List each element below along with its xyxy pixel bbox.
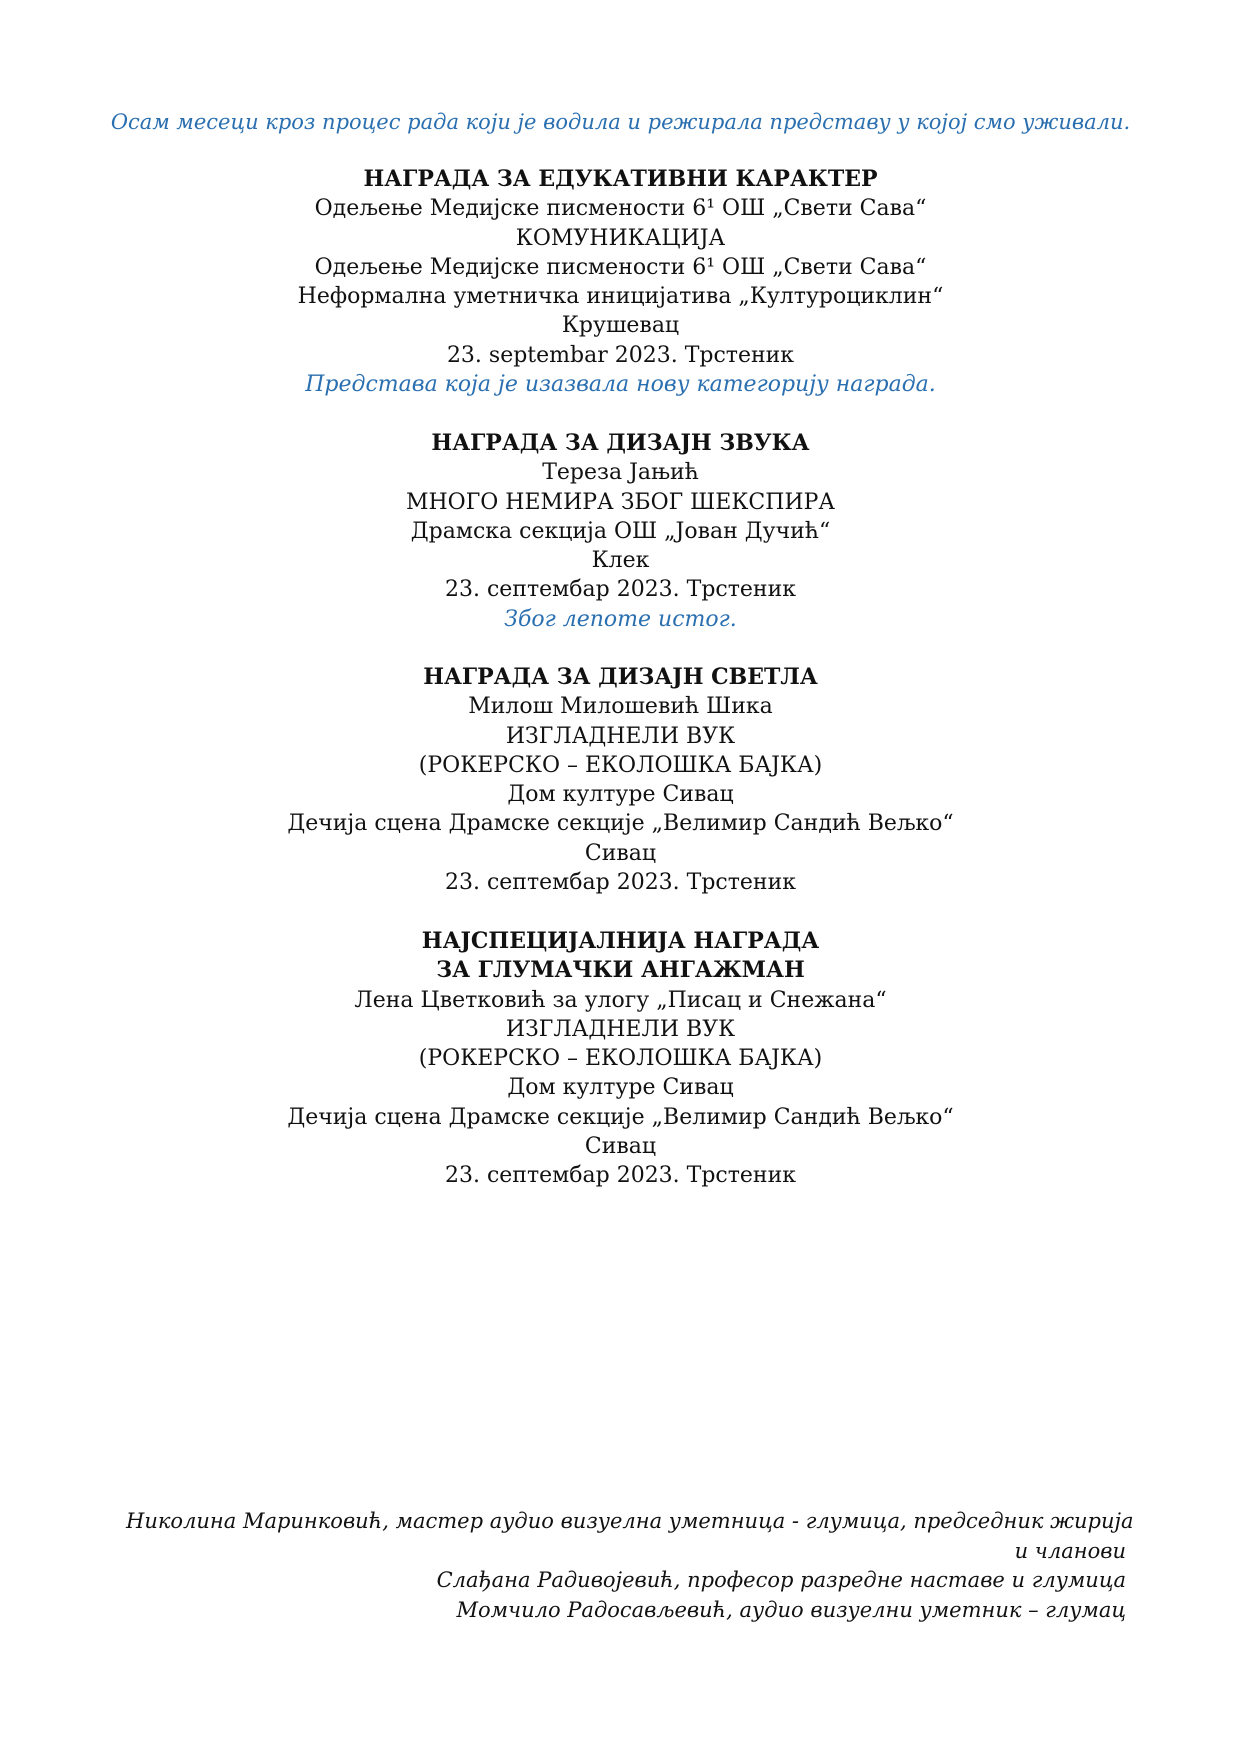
award-title: НАЈСПЕЦИЈАЛНИЈА НАГРАДА xyxy=(421,928,820,954)
award-ensemble: Дом културе Сивац xyxy=(507,1075,734,1101)
award-recipient: Тереза Јањић xyxy=(542,460,699,486)
award-ensemble: Драмска секција ОШ „Јован Дучић“ xyxy=(410,518,831,544)
award-organization: Дечија сцена Драмске секције „Велимир Сандић Вељко“ xyxy=(287,1104,954,1130)
award-comment: Због лепоте истог. xyxy=(504,606,737,632)
award-play-subtitle: (РОКЕРСКО – ЕКОЛОШКА БАЈКА) xyxy=(418,752,823,778)
award-ensemble: Дом културе Сивац xyxy=(507,782,734,808)
award-date-place: 23. septembar 2023. Трстеник xyxy=(446,342,795,368)
award-organization: Неформална уметничка иницијатива „Културоциклин“ xyxy=(297,284,944,310)
jury-members-label: и чланови xyxy=(1014,1538,1126,1563)
award-title-continued: ЗА ГЛУМАЧКИ АНГАЖМАН xyxy=(436,957,805,984)
award-play-title: ИЗГЛАДНЕЛИ ВУК xyxy=(505,723,736,749)
award-light-design xyxy=(0,663,1241,897)
award-ensemble: Одељење Медијске писмености 6¹ ОШ „Свети Сава“ xyxy=(314,254,927,280)
award-comment: Представа која је изазвала нову категорију награда. xyxy=(305,372,936,398)
award-title: НАГРАДА ЗА ДИЗАЈН СВЕТЛА xyxy=(423,664,818,690)
award-play-title: МНОГО НЕМИРА ЗБОГ ШЕКСПИРА xyxy=(405,489,836,515)
award-city: Клек xyxy=(591,548,650,574)
award-title: НАГРАДА ЗА ДИЗАЈН ЗВУКА xyxy=(431,430,810,456)
award-city: Сивац xyxy=(584,840,657,866)
award-organization: Дечија сцена Драмске секције „Велимир Сандић Вељко“ xyxy=(287,811,954,837)
award-title: НАГРАДА ЗА ЕДУКАТИВНИ КАРАКТЕР xyxy=(363,166,878,192)
award-recipient: Одељење Медијске писмености 6¹ ОШ „Свети Сава“ xyxy=(314,196,927,222)
award-play-title: КОМУНИКАЦИЈА xyxy=(515,225,726,251)
award-sound-design xyxy=(0,429,1241,634)
award-date-place: 23. септембар 2023. Трстеник xyxy=(444,870,797,896)
jury-president: Николина Маринковић, мастер аудио визуелна уметница - глумица, председник жирија xyxy=(126,1509,1134,1533)
jury-member: Момчило Радосављевић, аудио визуелни уметник – глумац xyxy=(456,1597,1126,1622)
award-city: Сивац xyxy=(584,1134,657,1160)
award-play-subtitle: (РОКЕРСКО – ЕКОЛОШКА БАЈКА) xyxy=(418,1046,823,1072)
award-date-place: 23. септембар 2023. Трстеник xyxy=(444,1163,797,1189)
award-city: Крушевац xyxy=(561,313,680,339)
jury-member: Слађана Радивојевић, професор разредне наставе и глумица xyxy=(436,1568,1126,1592)
award-date-place: 23. септембар 2023. Трстеник xyxy=(444,577,797,603)
award-recipient: Милош Милошевић Шика xyxy=(468,694,773,720)
award-educational-character xyxy=(0,165,1241,399)
jury-signature-block xyxy=(126,1507,1134,1625)
award-play-title: ИЗГЛАДНЕЛИ ВУК xyxy=(505,1016,736,1042)
intro-comment: Осам месеци кроз процес рада који је водила и режирала представу у којој смо уживали. xyxy=(110,110,1131,134)
award-recipient: Лена Цветковић за улогу „Писац и Снежана“ xyxy=(354,987,887,1013)
award-acting-engagement xyxy=(0,927,1241,1191)
